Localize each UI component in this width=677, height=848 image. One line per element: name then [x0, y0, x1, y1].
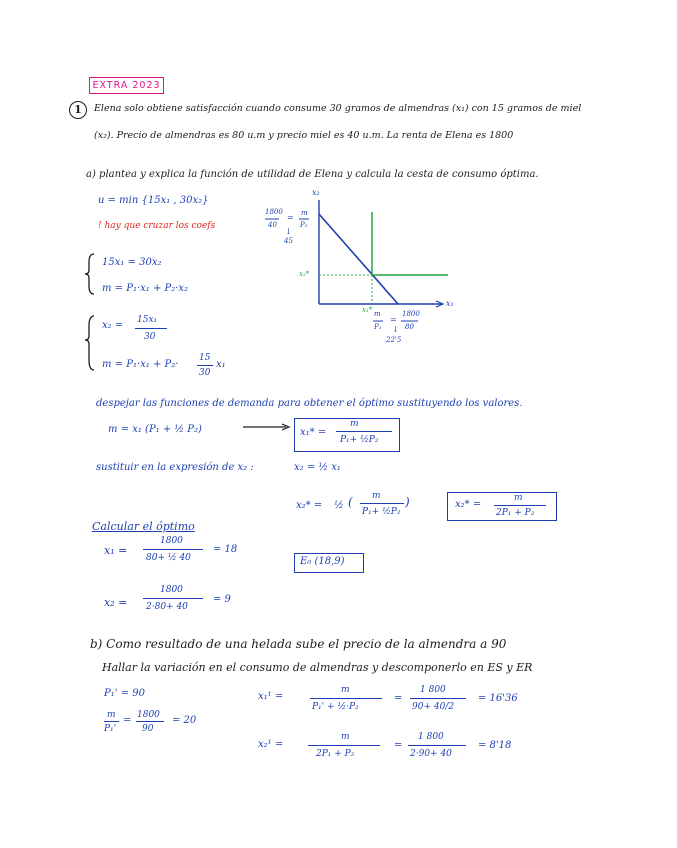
system1-eq1: 15x₁ = 30x₂ — [102, 257, 162, 268]
sustituir-text: sustituir en la expresión de x₂ : — [96, 462, 254, 473]
x1-new-cbar — [410, 698, 466, 699]
y-int-m: m — [301, 209, 308, 217]
ratio-eq: = — [123, 715, 132, 726]
x2-box-lhs: x₂* = — [455, 499, 482, 510]
x2-star-paren-close: ) — [405, 495, 410, 509]
x1-star-den: P₁+ ½P₂ — [340, 435, 379, 445]
x2-star-num: m — [372, 491, 381, 501]
part-a-heading: a) plantea y explica la función de utilidad de Elena y calcula la cesta de consumo óptima. — [86, 169, 539, 180]
p1-new: P₁' = 90 — [104, 688, 145, 699]
x2-new-den: 2P₁ + P₂ — [316, 749, 355, 759]
x2-star-paren-open: ( — [348, 495, 353, 509]
utility-function: u = min {15x₁ , 30x₂} — [98, 195, 209, 206]
calc-title: Calcular el óptimo — [92, 520, 195, 533]
m-expression: m = x₁ (P₁ + ½ P₂) — [108, 424, 202, 435]
x1-new-num: m — [341, 685, 350, 695]
x2-calc-result: = 9 — [213, 594, 231, 605]
statement-line-1: Elena solo obtiene satisfacción cuando consume 30 gramos de almendras (x₁) con 15 gramos de miel — [94, 103, 582, 114]
system1-brace — [85, 254, 94, 294]
ratio-rden: 90 — [142, 724, 154, 734]
x1-calc-result: = 18 — [213, 544, 238, 555]
x2-star-lhs: x₂* = — [296, 500, 323, 511]
x1-calc-den: 80+ ½ 40 — [146, 553, 191, 563]
budget-line — [319, 214, 398, 304]
x-int-val: 22'5 — [386, 336, 402, 344]
x1-new-lhs: x₁¹ = — [258, 691, 284, 702]
system2-eq2-den: 30 — [199, 368, 211, 378]
x1-star-lhs: x₁* = — [300, 427, 327, 438]
x2-new-result: = 8'18 — [478, 740, 512, 751]
note-cross-coefs: ! hay que cruzar los coefs — [98, 221, 216, 231]
x2-new-lhs: x₂¹ = — [258, 739, 284, 750]
x2-new-cden: 2·90+ 40 — [410, 749, 452, 759]
x1-new-cden: 90+ 40/2 — [412, 702, 455, 712]
system2-num: 15x₁ — [137, 315, 158, 325]
system2-brace — [85, 316, 94, 370]
system2-eq2-num: 15 — [199, 353, 211, 363]
x1-new-bar — [310, 698, 382, 699]
ratio-den: P₁' — [104, 724, 117, 734]
x2-box-num: m — [514, 493, 523, 503]
x1-new-result: = 16'36 — [478, 693, 518, 704]
x1-calc-lhs: x₁ = — [104, 544, 128, 557]
ratio-bar — [104, 721, 119, 722]
graph-x2-star: x₂* — [299, 270, 310, 278]
x1-new-den: P₁' + ½·P₂ — [312, 702, 359, 712]
system2-eq2: m = P₁·x₁ + P₂· — [102, 359, 179, 370]
eo-point: E₀ (18,9) — [300, 556, 345, 567]
x1-star-num: m — [350, 419, 359, 429]
system1-eq2: m = P₁·x₁ + P₂·x₂ — [102, 283, 189, 294]
x2-new-num: m — [341, 732, 350, 742]
system2-lhs: x₂ = — [102, 320, 124, 331]
x2-box-den: 2P₁ + P₂ — [496, 508, 535, 518]
despejar-text: despejar las funciones de demanda para obtener el óptimo sustituyendo los valores. — [96, 398, 523, 409]
y-int-eq: = — [287, 213, 294, 222]
x1-new-cnum: 1 800 — [420, 685, 446, 695]
x2-relation: x₂ = ½ x₁ — [294, 462, 341, 473]
y-int-num: 1800 — [265, 208, 283, 216]
x-int-p: P₁ — [374, 323, 382, 331]
ratio-rnum: 1800 — [137, 710, 160, 720]
statement-line-2: (x₂). Precio de almendras es 80 u.m y precio miel es 40 u.m. La renta de Elena es 1800 — [94, 130, 514, 141]
part-b-line2: Hallar la variación en el consumo de almendras y descomponerlo en ES y ER — [102, 661, 533, 674]
x-int-eq: = — [390, 315, 397, 324]
system2-den: 30 — [144, 332, 156, 342]
system2-eq2-tail: x₁ — [216, 359, 226, 370]
x2-star-den: P₁+ ½P₂ — [362, 507, 401, 517]
x2-new-cnum: 1 800 — [418, 732, 444, 742]
exam-tag: EXTRA 2023 — [89, 77, 164, 94]
x2-calc-num: 1800 — [160, 585, 183, 595]
graph-y-label: x₂ — [312, 188, 320, 197]
x-int-num: 1800 — [402, 310, 420, 318]
graph-x1-star: x₁* — [362, 306, 373, 314]
x1-calc-num: 1800 — [160, 536, 183, 546]
x2-calc-den: 2·80+ 40 — [146, 602, 188, 612]
problem-number: 1 — [69, 101, 87, 119]
x2-new-cbar — [408, 745, 466, 746]
x1-new-eq: = — [394, 693, 403, 704]
x2-new-bar — [308, 745, 380, 746]
graph-x-label: x₁ — [446, 299, 454, 308]
x-int-den: 80 — [405, 323, 414, 331]
y-int-den: 40 — [268, 221, 277, 229]
x2-new-eq: = — [394, 740, 403, 751]
x-int-m: m — [374, 310, 381, 318]
y-int-val: 45 — [284, 237, 293, 245]
x2-star-mult: ½ — [334, 500, 344, 511]
ratio-num: m — [107, 710, 116, 720]
y-int-down-arrow: ↓ — [285, 227, 292, 236]
part-b-line1: b) Como resultado de una helada sube el precio de la almendra a 90 — [90, 637, 507, 651]
x2-calc-lhs: x₂ = — [104, 596, 128, 609]
ratio-rbar — [136, 721, 164, 722]
x-int-down-arrow: ↓ — [392, 325, 399, 334]
y-int-p: P₂ — [300, 221, 308, 229]
ratio-result: = 20 — [172, 715, 197, 726]
